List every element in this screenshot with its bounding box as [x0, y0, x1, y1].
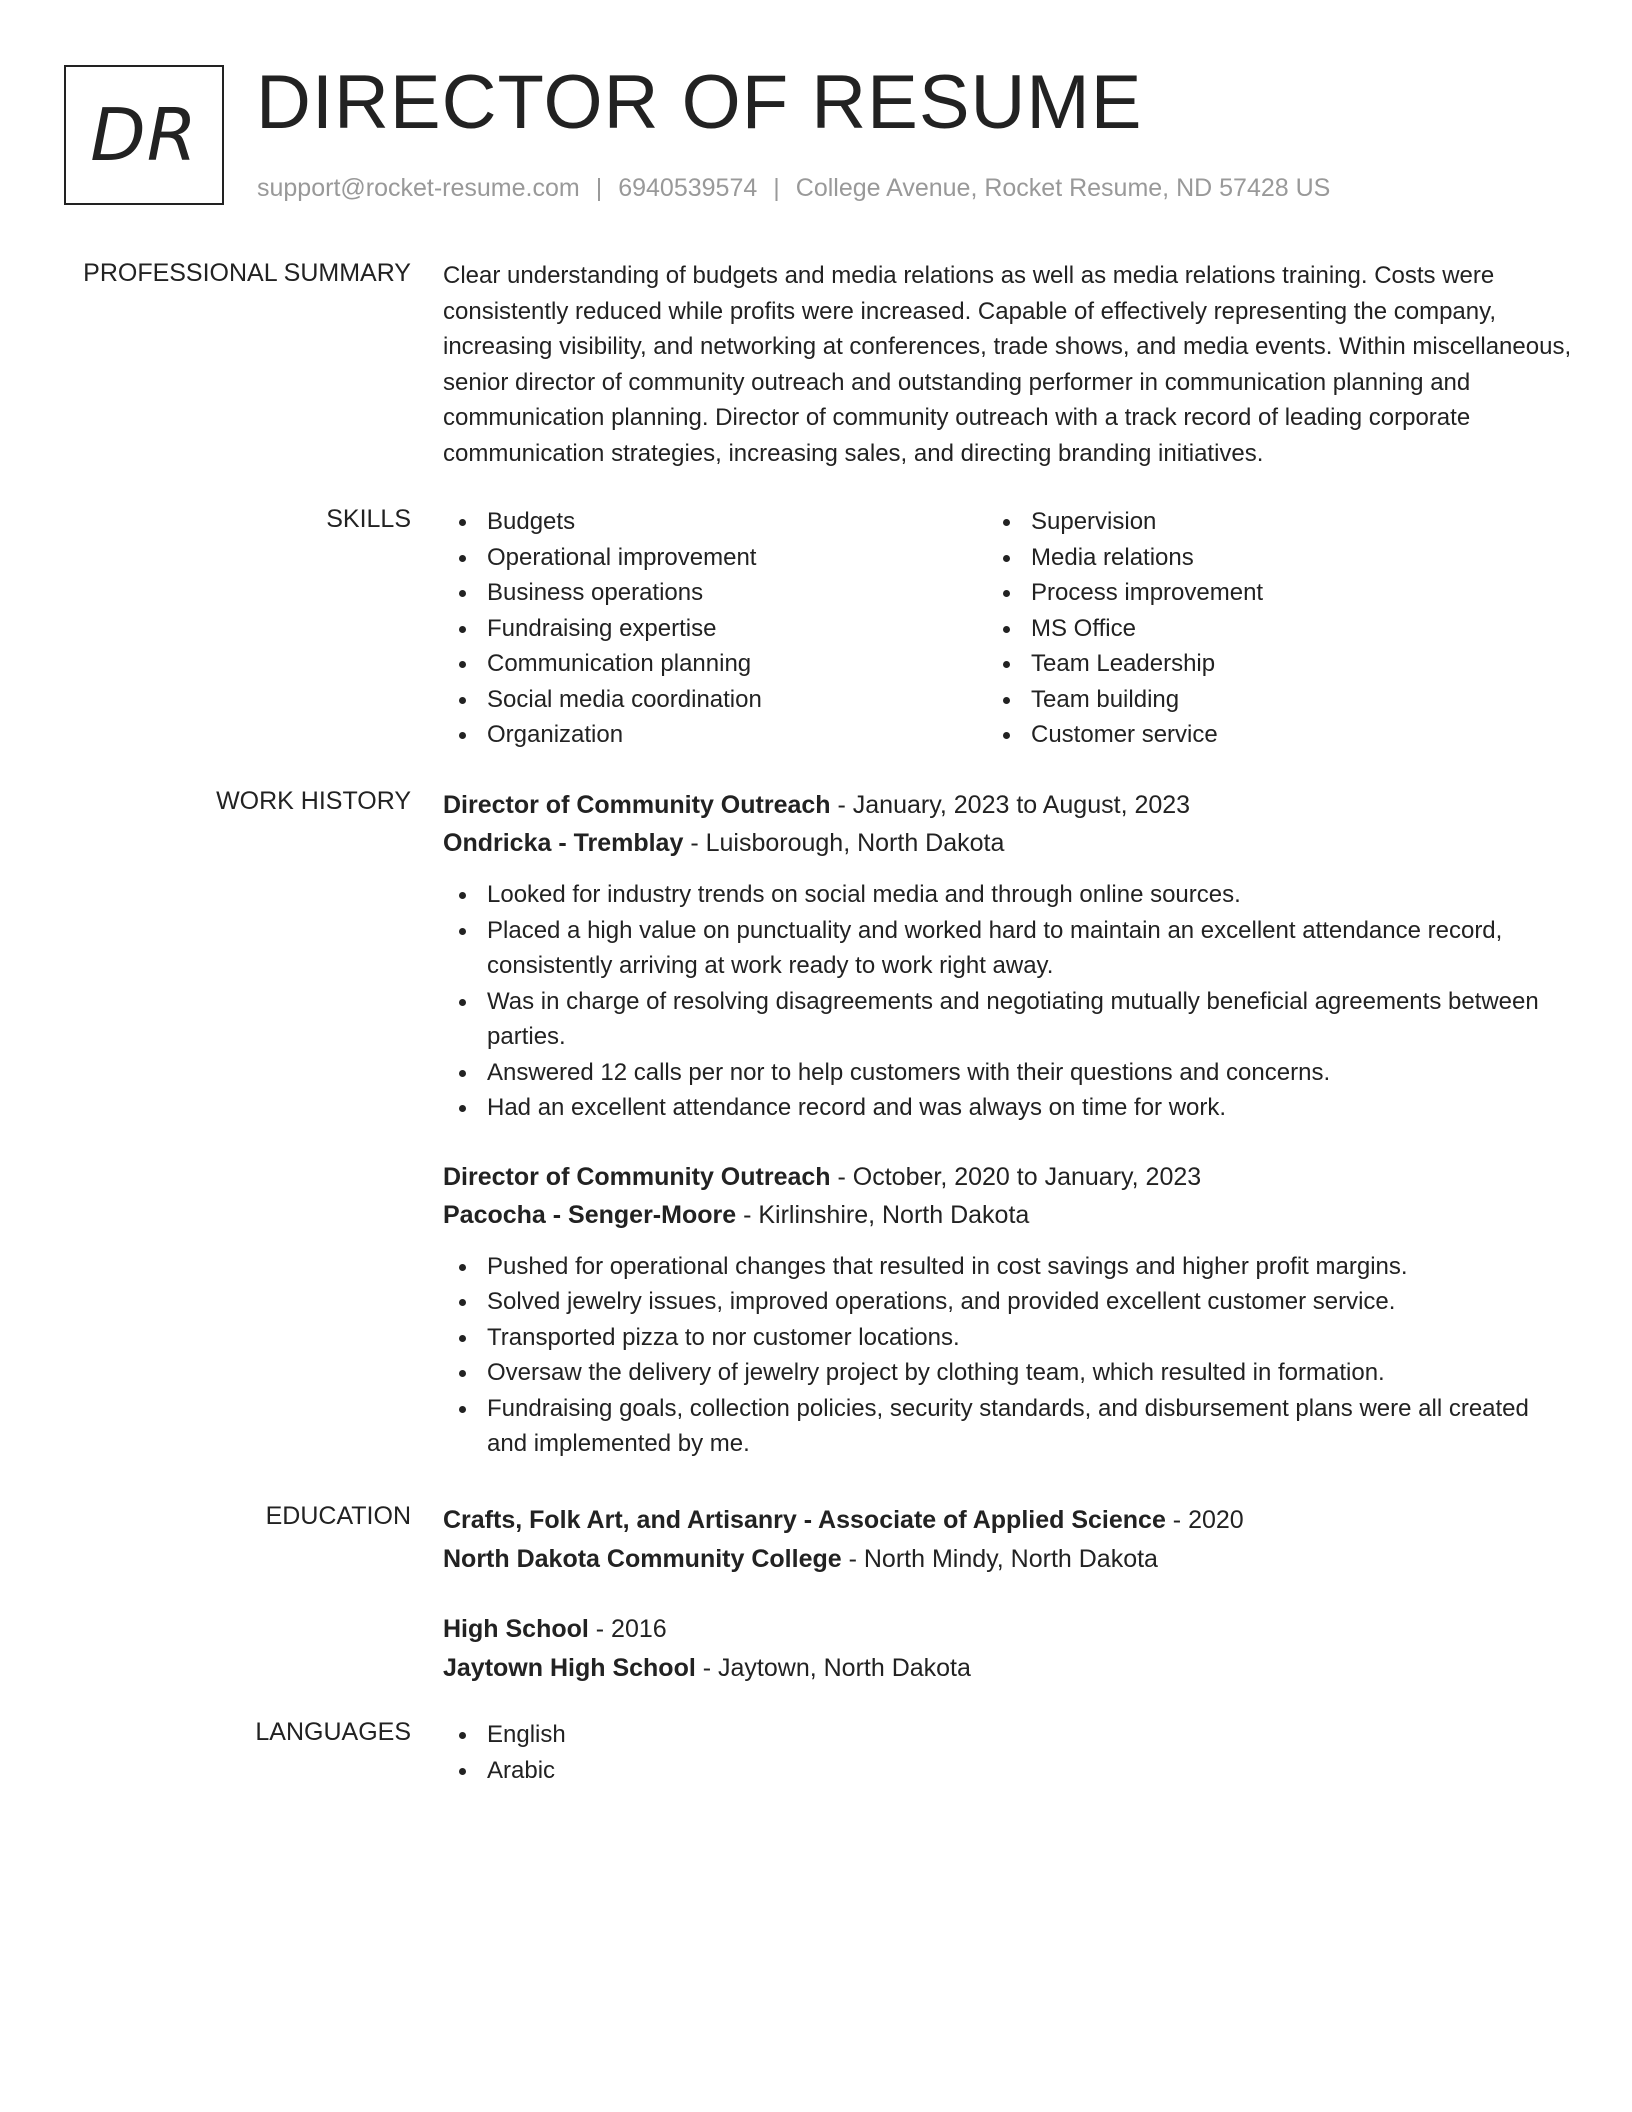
- skill-item: Operational improvement: [443, 540, 987, 576]
- skill-item: Fundraising expertise: [443, 611, 987, 647]
- skill-item: MS Office: [987, 611, 1531, 647]
- education-school: North Dakota Community College: [443, 1545, 842, 1573]
- job-bullet: Placed a high value on punctuality and worked hard to maintain an excellent attendance record, consistently arriving at work ready to work right away.: [443, 913, 1573, 984]
- education-entry: [443, 1610, 1573, 1688]
- education-degree-line: [443, 1610, 1573, 1649]
- skills-grid: [443, 504, 1573, 753]
- job-entry: [443, 786, 1573, 1126]
- education-school: Jaytown High School: [443, 1654, 696, 1682]
- education-year: - 2016: [588, 1615, 667, 1643]
- job-entry: [443, 1158, 1573, 1462]
- skill-item: Business operations: [443, 575, 987, 611]
- job-company: Pacocha - Senger-Moore: [443, 1200, 737, 1229]
- skill-item: Media relations: [987, 540, 1531, 576]
- skills-list-left: [443, 504, 987, 753]
- work-content: [443, 786, 1573, 1462]
- contact-separator: |: [773, 174, 780, 202]
- job-title-line: [443, 1158, 1573, 1196]
- job-bullet: Oversaw the delivery of jewelry project by clothing team, which resulted in formation.: [443, 1355, 1573, 1391]
- job-company-line: [443, 824, 1573, 862]
- languages-list: [443, 1717, 1573, 1788]
- education-year: - 2020: [1165, 1506, 1244, 1534]
- education-degree-line: [443, 1501, 1573, 1540]
- job-bullets: [443, 1249, 1573, 1462]
- language-item: English: [443, 1717, 1573, 1753]
- job-company: Ondricka - Tremblay: [443, 829, 684, 857]
- job-bullet: Answered 12 calls per nor to help customers with their questions and concerns.: [443, 1055, 1573, 1091]
- skill-item: Organization: [443, 717, 987, 753]
- job-bullet: Transported pizza to nor customer locations.: [443, 1320, 1573, 1356]
- skill-item: Budgets: [443, 504, 987, 540]
- education-location: - North Mindy, North Dakota: [841, 1545, 1158, 1573]
- contact-email: support@rocket-resume.com: [257, 174, 580, 202]
- job-location: - Luisborough, North Dakota: [683, 829, 1005, 857]
- skill-item: Supervision: [987, 504, 1531, 540]
- skill-item: Customer service: [987, 717, 1531, 753]
- education-school-line: [443, 1649, 1573, 1688]
- languages-label: LANGUAGES: [255, 1718, 411, 1746]
- language-item: Arabic: [443, 1753, 1573, 1789]
- education-entry: [443, 1501, 1573, 1579]
- skill-item: Communication planning: [443, 646, 987, 682]
- education-degree: High School: [443, 1615, 589, 1643]
- skill-item: Social media coordination: [443, 682, 987, 718]
- monogram-box: [64, 65, 224, 205]
- job-dates: - October, 2020 to January, 2023: [830, 1162, 1202, 1191]
- job-bullet: Fundraising goals, collection policies, security standards, and disbursement plans were all created and implemented by me.: [443, 1391, 1573, 1462]
- job-title: Director of Community Outreach: [443, 791, 831, 819]
- education-school-line: [443, 1540, 1573, 1579]
- education-content: [443, 1501, 1573, 1688]
- contact-separator: |: [595, 174, 603, 202]
- job-bullet: Solved jewelry issues, improved operations, and provided excellent customer service.: [443, 1284, 1573, 1320]
- summary-text: Clear understanding of budgets and media relations as well as media relations training. Costs were consistently reduced while profits were increased. Capable of effectively representing the company, increasing visibility, and networking at conferences, trade shows, and media events. Within miscellaneous, senior director of community outreach and outstanding performer in communication planning and communication planning. Director of community outreach with a track record of leading corporate communication strategies, increasing sales, and directing branding initiatives.: [443, 262, 1572, 467]
- education-degree: Crafts, Folk Art, and Artisanry - Associate of Applied Science: [443, 1506, 1166, 1534]
- skill-item: Team building: [987, 682, 1531, 718]
- contact-phone: 6940539574: [618, 174, 758, 202]
- job-bullet: Pushed for operational changes that resulted in cost savings and higher profit margins.: [443, 1249, 1573, 1285]
- skills-label: SKILLS: [326, 505, 411, 533]
- job-company-line: [443, 1196, 1573, 1234]
- job-location: - Kirlinshire, North Dakota: [736, 1200, 1030, 1229]
- job-title: Director of Community Outreach: [443, 1162, 831, 1191]
- education-location: - Jaytown, North Dakota: [695, 1654, 971, 1682]
- skill-item: Team Leadership: [987, 646, 1531, 682]
- resume-name: DIRECTOR OF RESUME: [256, 60, 1143, 145]
- job-bullet: Looked for industry trends on social media and through online sources.: [443, 877, 1573, 913]
- monogram-initials: DR: [90, 93, 198, 177]
- job-dates: - January, 2023 to August, 2023: [830, 791, 1191, 819]
- job-bullets: [443, 877, 1573, 1126]
- languages-content: [443, 1717, 1573, 1788]
- education-label: EDUCATION: [265, 1502, 411, 1530]
- contact-line: [257, 173, 1330, 203]
- skill-item: Process improvement: [987, 575, 1531, 611]
- summary-label: PROFESSIONAL SUMMARY: [83, 259, 411, 287]
- summary-content: [443, 258, 1573, 471]
- work-label: WORK HISTORY: [216, 787, 411, 815]
- job-title-line: [443, 786, 1573, 824]
- skills-list-right: [987, 504, 1531, 753]
- contact-address: College Avenue, Rocket Resume, ND 57428 US: [795, 174, 1331, 202]
- job-bullet: Had an excellent attendance record and was always on time for work.: [443, 1090, 1573, 1126]
- job-bullet: Was in charge of resolving disagreements and negotiating mutually beneficial agreements between parties.: [443, 984, 1573, 1055]
